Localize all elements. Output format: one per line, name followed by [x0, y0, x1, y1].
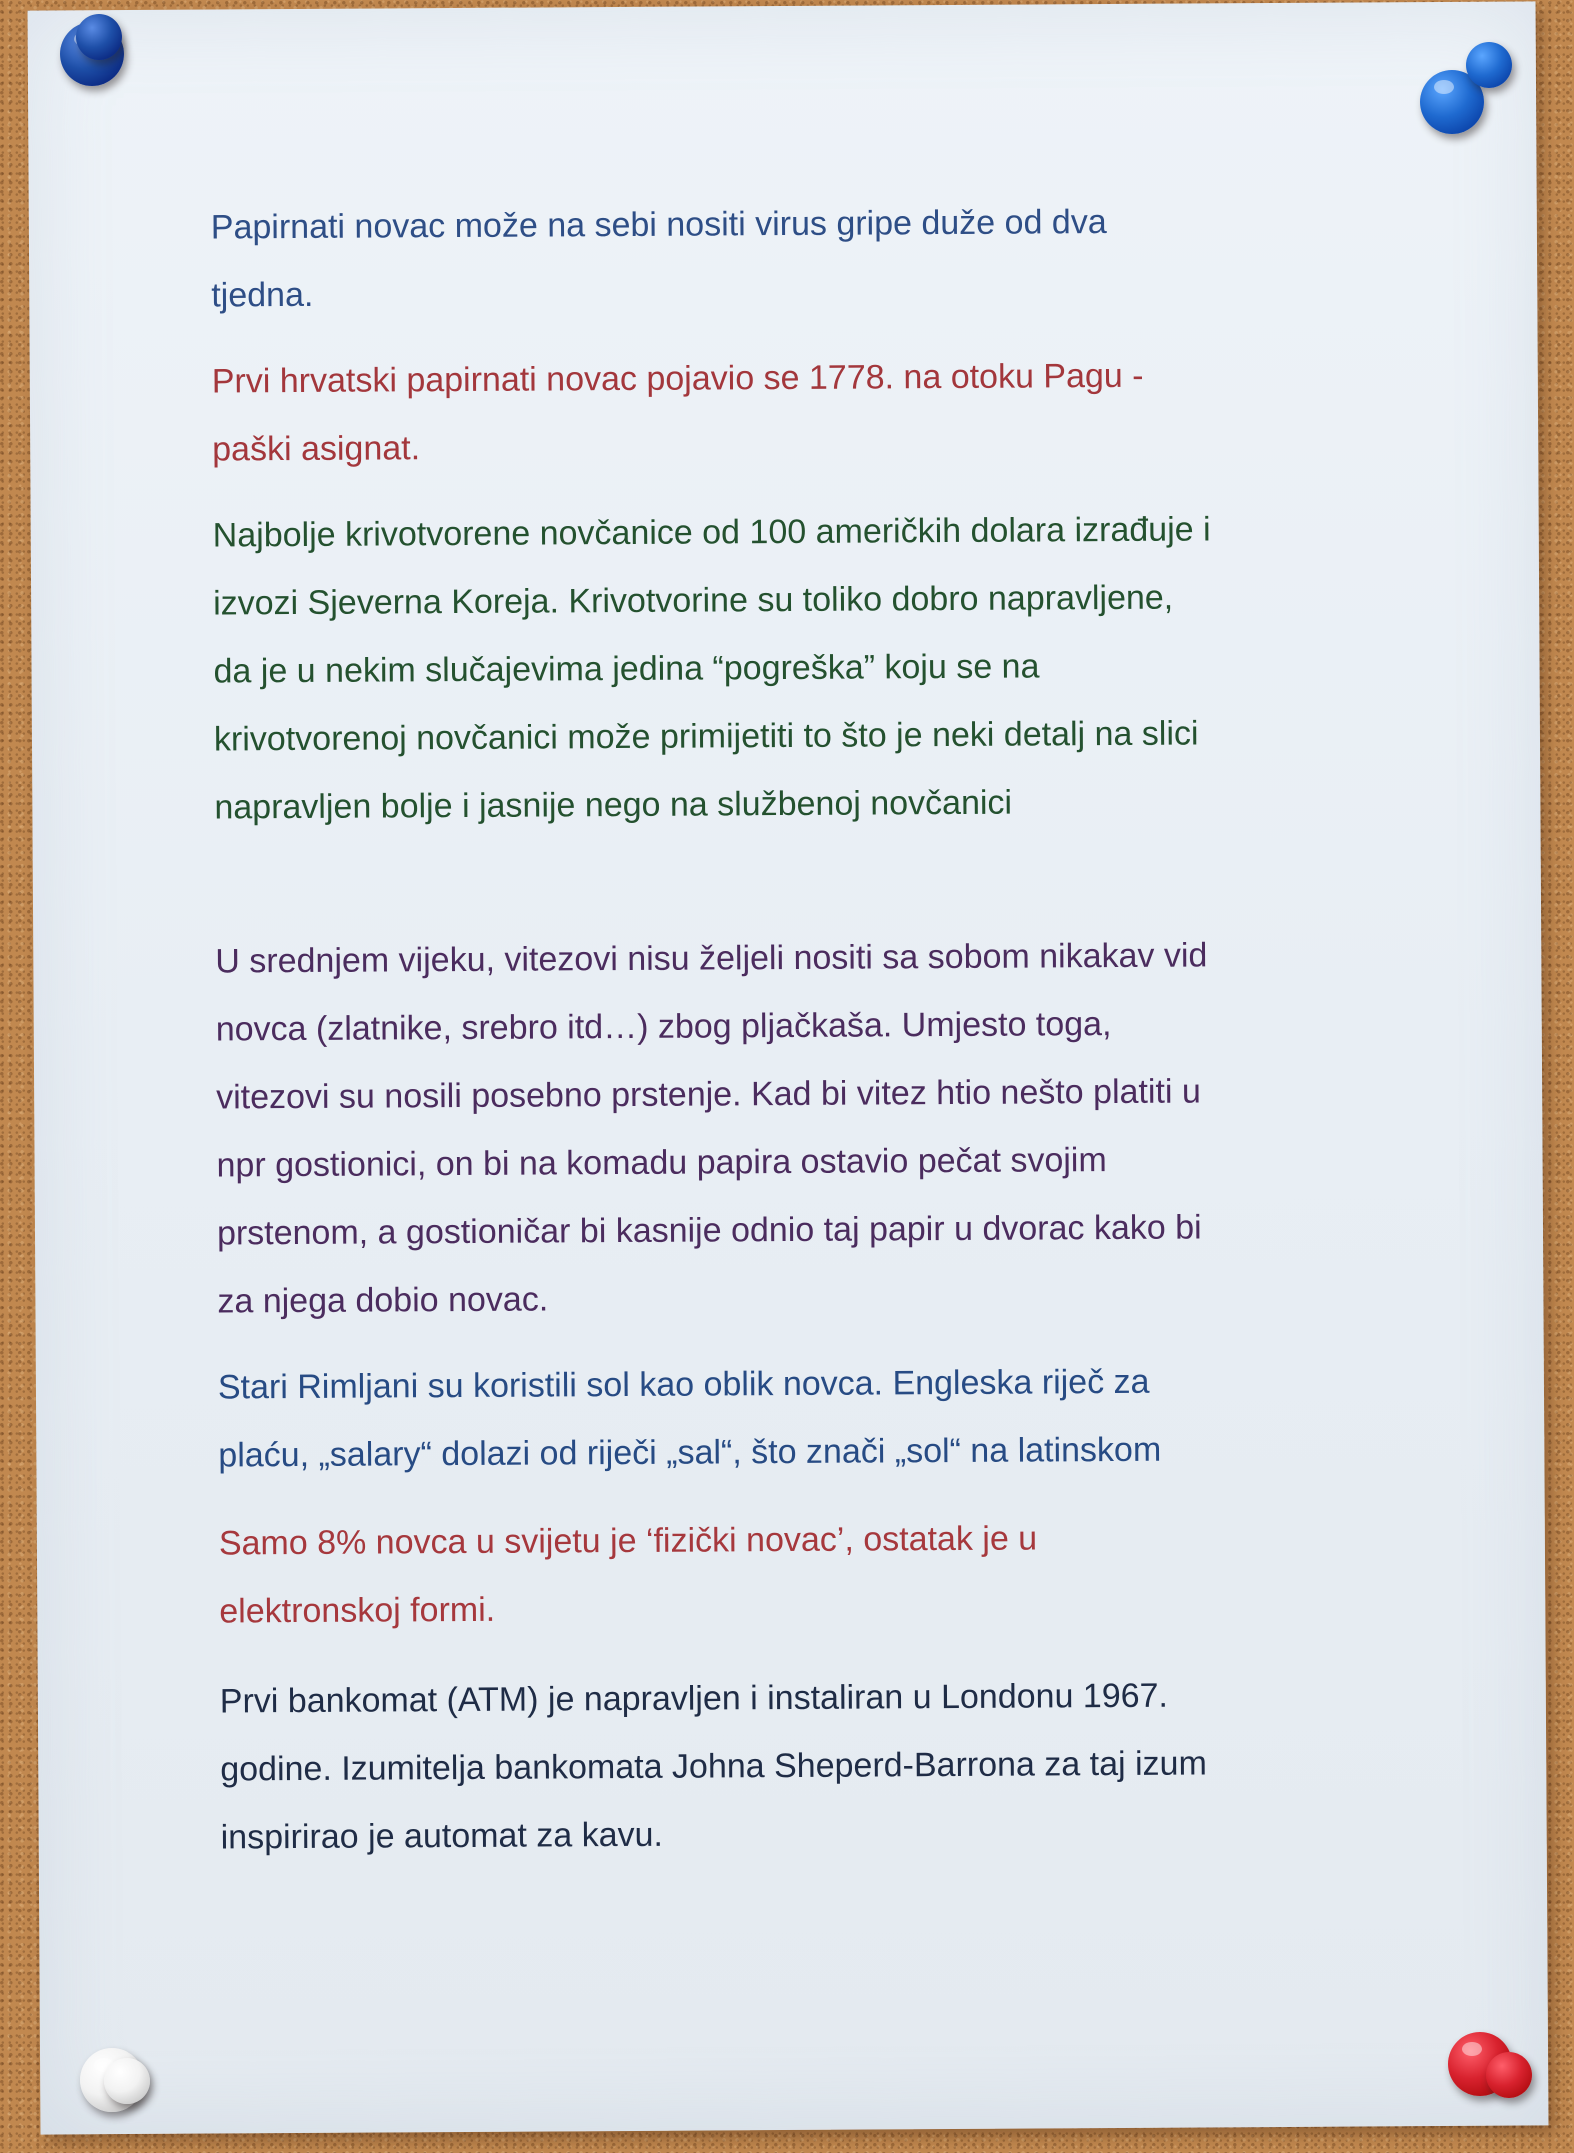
fact-line: tjedna. [211, 275, 314, 315]
fact-line: npr gostionici, on bi na komadu papira ostavio pečat svojim [216, 1141, 1107, 1185]
fact-line: inspirirao je automat za kavu. [220, 1815, 664, 1857]
push-pin-top-right-cap-icon [1466, 42, 1512, 88]
fact-line: godine. Izumitelja bankomata Johna Sheperd-Barrona za taj izum [220, 1744, 1207, 1789]
fact-paragraph-1 [211, 186, 1412, 329]
fact-line: paški asignat. [212, 429, 421, 469]
push-pin-top-left-cap-icon [76, 14, 122, 60]
fact-line: U srednjem vijeku, vitezovi nisu željeli nositi sa sobom nikakav vid [215, 936, 1208, 981]
fact-paragraph-3 [213, 494, 1415, 841]
fact-paragraph-4 [215, 920, 1417, 1335]
fact-line: Stari Rimljani su koristili sol kao oblik novca. Engleska riječ za [217, 1362, 1150, 1407]
fact-line: da je u nekim slučajevima jedina “pogreška” koju se na [213, 647, 1040, 691]
paper-sheet [28, 1, 1549, 2134]
fact-line: Prvi bankomat (ATM) je napravljen i instaliran u Londonu 1967. [219, 1676, 1169, 1721]
fact-line: krivotvorenoj novčanici može primijetiti to što je neki detalj na slici [213, 714, 1199, 759]
fact-paragraph-5 [218, 1346, 1419, 1489]
fact-line: Samo 8% novca u svijetu je ‘fizički novac’, ostatak je u [218, 1519, 1038, 1563]
fact-line: prstenom, a gostioničar bi kasnije odnio taj papir u dvorac kako bi [216, 1208, 1202, 1253]
fact-line: Prvi hrvatski papirnati novac pojavio se 1778. na otoku Pagu - [211, 356, 1144, 401]
fact-line: vitezovi su nosili posebno prstenje. Kad bi vitez htio nešto platiti u [216, 1072, 1201, 1117]
fact-line: elektronskoj formi. [219, 1590, 496, 1631]
fact-line: Najbolje krivotvorene novčanice od 100 američkih dolara izrađuje i [212, 510, 1211, 555]
fact-line: Papirnati novac može na sebi nositi virus gripe duže od dva [210, 203, 1107, 247]
push-pin-bottom-left-cap-icon [104, 2058, 150, 2104]
fact-paragraph-6 [219, 1502, 1420, 1645]
fact-line: plaću, „salary“ dolazi od riječi „sal“, što znači „sol“ na latinskom [218, 1430, 1162, 1475]
fact-line: za njega dobio novac. [217, 1280, 549, 1321]
fact-paragraph-7 [220, 1660, 1421, 1871]
fact-line: napravljen bolje i jasnije nego na službenoj novčanici [214, 783, 1013, 827]
push-pin-bottom-right-cap-icon [1486, 2052, 1532, 2098]
fact-line: novca (zlatnike, srebro itd…) zbog pljačkaša. Umjesto toga, [215, 1005, 1112, 1049]
fact-line: izvozi Sjeverna Koreja. Krivotvorine su toliko dobro napravljene, [213, 578, 1174, 623]
fact-paragraph-2 [212, 340, 1413, 483]
